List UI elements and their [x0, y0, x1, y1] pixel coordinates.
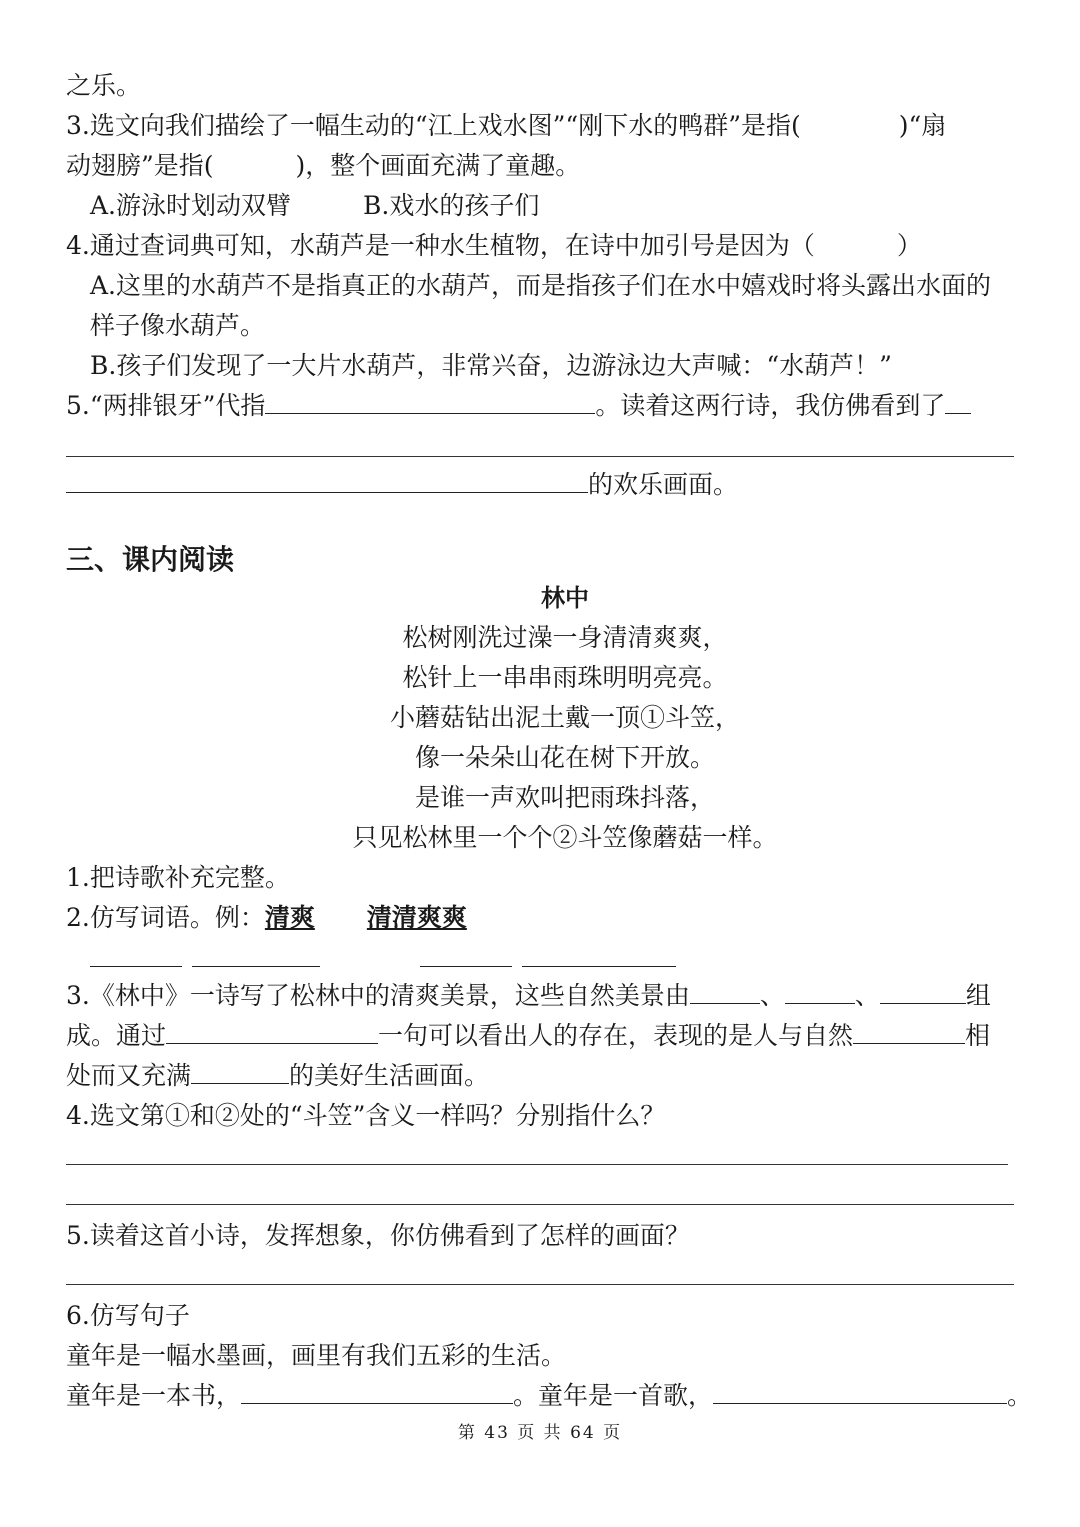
- options-row: [90, 186, 1014, 226]
- answer-blank[interactable]: [241, 1377, 513, 1404]
- text: 之乐。: [66, 71, 142, 100]
- question-4b: [66, 1096, 1014, 1136]
- answer-blank[interactable]: [880, 977, 966, 1004]
- question-text: 3.选文向我们描绘了一幅生动的“江上戏水图”“刚下水的鸭群”是指(: [66, 111, 801, 140]
- answer-blank[interactable]: [420, 966, 512, 967]
- answer-blank[interactable]: [166, 1017, 378, 1044]
- option-text: B.孩子们发现了一大片水葫芦，非常兴奋，边游泳边大声喊：“水葫芦！”: [90, 351, 892, 380]
- question-text: 动翅膀”是指(: [66, 151, 214, 180]
- poem-line: 小蘑菇钻出泥土戴一顶①斗笠，: [389, 703, 740, 732]
- option-a-cont: [90, 306, 1014, 346]
- answer-blank[interactable]: [265, 387, 595, 414]
- question-text: 4.通过查词典可知，水葫芦是一种水生植物，在诗中加引号是因为（: [66, 231, 815, 260]
- section-heading: 三、课内阅读: [66, 543, 235, 576]
- example-word: 清爽: [264, 903, 315, 932]
- poem-line: 像一朵朵山花在树下开放。: [414, 743, 715, 772]
- option-a: A.游泳时划动双臂: [90, 191, 292, 220]
- question-5b: [66, 1216, 1014, 1256]
- question-text: 5.“两排银牙”代指: [66, 391, 266, 420]
- question-text: 的欢乐画面。: [588, 470, 739, 499]
- question-text: 4.选文第①和②处的“斗笠”含义一样吗？分别指什么？: [66, 1101, 666, 1130]
- question-3: [66, 106, 1014, 146]
- question-text: 相: [965, 1021, 991, 1050]
- example-word: 清清爽爽: [366, 903, 467, 932]
- question-6-answer: [66, 1376, 1033, 1416]
- question-text: 。读着这两行诗，我仿佛看到了: [595, 391, 946, 420]
- question-text: 、: [759, 981, 785, 1010]
- option-text: 样子像水葫芦。: [90, 311, 266, 340]
- poem-title: 林中: [541, 584, 589, 612]
- answer-line[interactable]: [66, 1284, 1014, 1285]
- question-text: )“扇: [898, 111, 947, 140]
- option-b: B.戏水的孩子们: [363, 191, 540, 220]
- example-text: 童年是一幅水墨画，画里有我们五彩的生活。: [66, 1341, 567, 1370]
- poem-line: 只见松林里一个个②斗笠像蘑菇一样。: [352, 823, 778, 852]
- question-text: 成。通过: [66, 1021, 167, 1050]
- page-number: 第 43 页 共 64 页: [457, 1423, 623, 1443]
- text-line: [66, 66, 1014, 106]
- answer-line[interactable]: [66, 456, 1014, 457]
- answer-blank[interactable]: [522, 966, 676, 967]
- question-3b: [66, 976, 1014, 1016]
- question-text: 处而又充满: [66, 1061, 192, 1090]
- option-a: [90, 266, 1014, 306]
- question-text: )，整个画面充满了童趣。: [295, 151, 581, 180]
- answer-line[interactable]: [66, 1204, 1014, 1205]
- answer-blank[interactable]: [785, 977, 855, 1004]
- question-text: 3.《林中》一诗写了松林中的清爽美景，这些自然美景由: [66, 981, 690, 1010]
- question-text: 组: [965, 981, 991, 1010]
- question-text: 1.把诗歌补充完整。: [66, 863, 290, 892]
- answer-blank[interactable]: [853, 1017, 965, 1044]
- answer-blank[interactable]: [192, 966, 320, 967]
- question-3b-cont: [66, 1016, 1014, 1056]
- poem-line: 松树刚洗过澡一身清清爽爽，: [402, 623, 728, 652]
- question-text: 、: [854, 981, 880, 1010]
- question-text: 6.仿写句子: [66, 1301, 190, 1330]
- question-5: [66, 386, 1014, 426]
- question-text: 。: [1007, 1381, 1033, 1410]
- poem-line: 松针上一串串雨珠明明亮亮。: [402, 663, 728, 692]
- example-sentence: [66, 1336, 1014, 1376]
- question-text: ）: [896, 231, 922, 260]
- question-text: 的美好生活画面。: [289, 1061, 490, 1090]
- poem-line: 是谁一声欢叫把雨珠抖落，: [414, 783, 715, 812]
- answer-blank[interactable]: [690, 977, 760, 1004]
- question-2: [66, 898, 1014, 938]
- answer-blank[interactable]: [945, 387, 971, 414]
- question-text: 童年是一本书，: [66, 1381, 242, 1410]
- answer-blank[interactable]: [191, 1057, 289, 1084]
- question-text: 。童年是一首歌，: [513, 1381, 714, 1410]
- question-1: [66, 858, 1014, 898]
- question-text: 5.读着这首小诗，发挥想象，你仿佛看到了怎样的画面？: [66, 1221, 690, 1250]
- answer-blank[interactable]: [713, 1377, 1007, 1404]
- answer-blank[interactable]: [66, 466, 588, 493]
- question-3b-cont: [66, 1056, 1014, 1096]
- question-3-cont: [66, 146, 1014, 186]
- question-text: 一句可以看出人的存在，表现的是人与自然: [378, 1021, 854, 1050]
- question-text: 2.仿写词语。例：: [66, 903, 265, 932]
- answer-blank[interactable]: [90, 966, 182, 967]
- question-5-cont: [66, 465, 1014, 505]
- option-b: [90, 346, 1014, 386]
- option-text: A.这里的水葫芦不是指真正的水葫芦，而是指孩子们在水中嬉戏时将头露出水面的: [90, 271, 992, 300]
- question-6: [66, 1296, 1014, 1336]
- answer-line[interactable]: [66, 1164, 1008, 1165]
- question-4: [66, 226, 1014, 266]
